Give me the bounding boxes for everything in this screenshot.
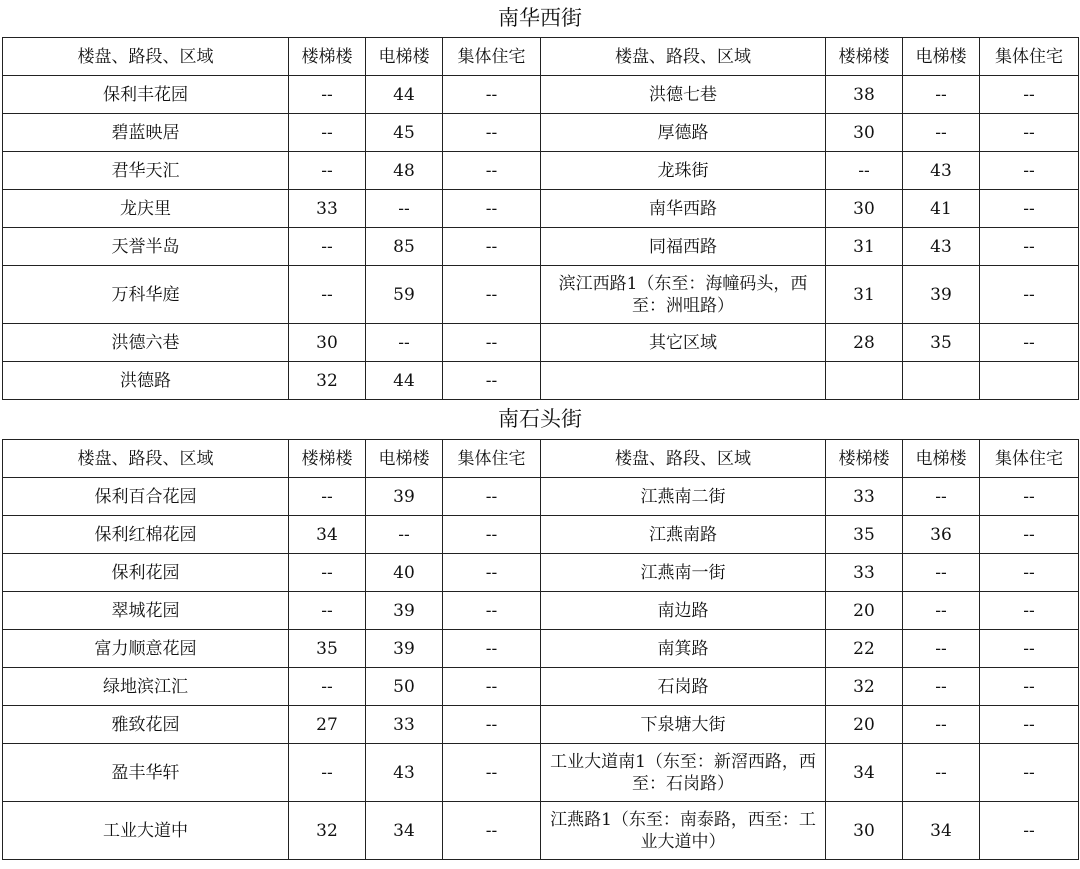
column-header: 楼梯楼 bbox=[826, 440, 903, 478]
stair-price-cell: 34 bbox=[826, 744, 903, 802]
elevator-price-cell: 44 bbox=[366, 76, 443, 114]
stair-price-cell: -- bbox=[289, 152, 366, 190]
area-name-cell: 江燕南二街 bbox=[541, 478, 826, 516]
elevator-price-cell: -- bbox=[366, 190, 443, 228]
stair-price-cell: 30 bbox=[826, 190, 903, 228]
column-header: 集体住宅 bbox=[980, 440, 1079, 478]
stair-price-cell: -- bbox=[289, 554, 366, 592]
table-row bbox=[3, 362, 1079, 400]
table-row bbox=[3, 152, 1079, 190]
elevator-price-cell: 43 bbox=[903, 152, 980, 190]
header-row bbox=[3, 440, 1079, 478]
area-name-cell: 南华西路 bbox=[541, 190, 826, 228]
dorm-price-cell: -- bbox=[980, 592, 1079, 630]
elevator-price-cell: 36 bbox=[903, 516, 980, 554]
area-name-cell: 保利百合花园 bbox=[3, 478, 289, 516]
table-row bbox=[3, 630, 1079, 668]
elevator-price-cell: 45 bbox=[366, 114, 443, 152]
dorm-price-cell: -- bbox=[443, 744, 541, 802]
elevator-price-cell: 34 bbox=[903, 802, 980, 860]
dorm-price-cell: -- bbox=[443, 554, 541, 592]
elevator-price-cell: -- bbox=[903, 706, 980, 744]
area-name-cell: 江燕路1（东至：南泰路，西至：工业大道中） bbox=[541, 802, 826, 860]
elevator-price-cell: -- bbox=[366, 516, 443, 554]
stair-price-cell: -- bbox=[826, 152, 903, 190]
elevator-price-cell: -- bbox=[366, 324, 443, 362]
dorm-price-cell bbox=[980, 362, 1079, 400]
dorm-price-cell: -- bbox=[443, 152, 541, 190]
area-name-cell: 绿地滨江汇 bbox=[3, 668, 289, 706]
stair-price-cell: 32 bbox=[289, 362, 366, 400]
table-row bbox=[3, 516, 1079, 554]
area-name-cell: 其它区域 bbox=[541, 324, 826, 362]
area-name-cell: 南边路 bbox=[541, 592, 826, 630]
area-name-cell: 万科华庭 bbox=[3, 266, 289, 324]
area-name-cell: 同福西路 bbox=[541, 228, 826, 266]
dorm-price-cell: -- bbox=[980, 516, 1079, 554]
dorm-price-cell: -- bbox=[443, 516, 541, 554]
stair-price-cell: 38 bbox=[826, 76, 903, 114]
area-name-cell: 江燕南路 bbox=[541, 516, 826, 554]
area-name-cell: 富力顺意花园 bbox=[3, 630, 289, 668]
elevator-price-cell: 35 bbox=[903, 324, 980, 362]
stair-price-cell: 34 bbox=[289, 516, 366, 554]
elevator-price-cell: 43 bbox=[366, 744, 443, 802]
column-header: 集体住宅 bbox=[443, 440, 541, 478]
price-table-nanshitou bbox=[2, 439, 1079, 860]
dorm-price-cell: -- bbox=[980, 190, 1079, 228]
elevator-price-cell: -- bbox=[903, 76, 980, 114]
stair-price-cell: 33 bbox=[826, 478, 903, 516]
stair-price-cell: 35 bbox=[289, 630, 366, 668]
area-name-cell: 龙珠街 bbox=[541, 152, 826, 190]
stair-price-cell: 32 bbox=[826, 668, 903, 706]
table-row bbox=[3, 266, 1079, 324]
area-name-cell: 碧蓝映居 bbox=[3, 114, 289, 152]
dorm-price-cell: -- bbox=[980, 478, 1079, 516]
dorm-price-cell: -- bbox=[980, 76, 1079, 114]
area-name-cell: 洪德六巷 bbox=[3, 324, 289, 362]
stair-price-cell: 33 bbox=[289, 190, 366, 228]
stair-price-cell bbox=[826, 362, 903, 400]
area-name-cell: 工业大道南1（东至：新滘西路，西至：石岗路） bbox=[541, 744, 826, 802]
stair-price-cell: 31 bbox=[826, 266, 903, 324]
column-header: 楼梯楼 bbox=[289, 38, 366, 76]
price-table-nanhuaxi bbox=[2, 37, 1079, 400]
column-header: 集体住宅 bbox=[443, 38, 541, 76]
dorm-price-cell: -- bbox=[443, 668, 541, 706]
elevator-price-cell: 39 bbox=[903, 266, 980, 324]
elevator-price-cell: 41 bbox=[903, 190, 980, 228]
dorm-price-cell: -- bbox=[980, 668, 1079, 706]
area-name-cell: 保利红棉花园 bbox=[3, 516, 289, 554]
stair-price-cell: -- bbox=[289, 668, 366, 706]
dorm-price-cell: -- bbox=[443, 706, 541, 744]
elevator-price-cell: 59 bbox=[366, 266, 443, 324]
area-name-cell: 厚德路 bbox=[541, 114, 826, 152]
area-name-cell: 江燕南一街 bbox=[541, 554, 826, 592]
dorm-price-cell: -- bbox=[443, 362, 541, 400]
elevator-price-cell: 33 bbox=[366, 706, 443, 744]
column-header: 电梯楼 bbox=[903, 440, 980, 478]
dorm-price-cell: -- bbox=[980, 228, 1079, 266]
column-header: 楼盘、路段、区域 bbox=[541, 38, 826, 76]
elevator-price-cell: 39 bbox=[366, 592, 443, 630]
elevator-price-cell: 43 bbox=[903, 228, 980, 266]
elevator-price-cell: 48 bbox=[366, 152, 443, 190]
area-name-cell bbox=[541, 362, 826, 400]
table-row bbox=[3, 76, 1079, 114]
dorm-price-cell: -- bbox=[980, 802, 1079, 860]
area-name-cell: 雅致花园 bbox=[3, 706, 289, 744]
dorm-price-cell: -- bbox=[980, 114, 1079, 152]
table-row bbox=[3, 228, 1079, 266]
dorm-price-cell: -- bbox=[443, 802, 541, 860]
dorm-price-cell: -- bbox=[443, 114, 541, 152]
elevator-price-cell: 39 bbox=[366, 630, 443, 668]
area-name-cell: 翠城花园 bbox=[3, 592, 289, 630]
stair-price-cell: 22 bbox=[826, 630, 903, 668]
elevator-price-cell: 50 bbox=[366, 668, 443, 706]
elevator-price-cell: 39 bbox=[366, 478, 443, 516]
column-header: 楼盘、路段、区域 bbox=[3, 38, 289, 76]
table-row bbox=[3, 592, 1079, 630]
table-row bbox=[3, 190, 1079, 228]
dorm-price-cell: -- bbox=[443, 630, 541, 668]
stair-price-cell: -- bbox=[289, 744, 366, 802]
column-header: 楼盘、路段、区域 bbox=[541, 440, 826, 478]
area-name-cell: 工业大道中 bbox=[3, 802, 289, 860]
stair-price-cell: 30 bbox=[826, 114, 903, 152]
elevator-price-cell: -- bbox=[903, 744, 980, 802]
stair-price-cell: 33 bbox=[826, 554, 903, 592]
dorm-price-cell: -- bbox=[980, 744, 1079, 802]
table-row bbox=[3, 706, 1079, 744]
section-title: 南华西街 bbox=[498, 6, 582, 30]
stair-price-cell: 35 bbox=[826, 516, 903, 554]
area-name-cell: 石岗路 bbox=[541, 668, 826, 706]
table-row bbox=[3, 802, 1079, 860]
stair-price-cell: 20 bbox=[826, 706, 903, 744]
stair-price-cell: 28 bbox=[826, 324, 903, 362]
column-header: 楼梯楼 bbox=[826, 38, 903, 76]
table-row bbox=[3, 668, 1079, 706]
table-row bbox=[3, 114, 1079, 152]
column-header: 电梯楼 bbox=[903, 38, 980, 76]
column-header: 电梯楼 bbox=[366, 38, 443, 76]
stair-price-cell: -- bbox=[289, 478, 366, 516]
stair-price-cell: -- bbox=[289, 228, 366, 266]
section-title: 南石头街 bbox=[498, 407, 582, 431]
dorm-price-cell: -- bbox=[443, 324, 541, 362]
elevator-price-cell: -- bbox=[903, 592, 980, 630]
stair-price-cell: -- bbox=[289, 114, 366, 152]
table-row bbox=[3, 324, 1079, 362]
dorm-price-cell: -- bbox=[980, 630, 1079, 668]
dorm-price-cell: -- bbox=[980, 554, 1079, 592]
area-name-cell: 龙庆里 bbox=[3, 190, 289, 228]
area-name-cell: 保利丰花园 bbox=[3, 76, 289, 114]
stair-price-cell: 30 bbox=[826, 802, 903, 860]
stair-price-cell: 30 bbox=[289, 324, 366, 362]
column-header: 楼盘、路段、区域 bbox=[3, 440, 289, 478]
stair-price-cell: 27 bbox=[289, 706, 366, 744]
elevator-price-cell: 40 bbox=[366, 554, 443, 592]
header-row bbox=[3, 38, 1079, 76]
stair-price-cell: -- bbox=[289, 592, 366, 630]
dorm-price-cell: -- bbox=[980, 266, 1079, 324]
elevator-price-cell: -- bbox=[903, 554, 980, 592]
dorm-price-cell: -- bbox=[980, 706, 1079, 744]
area-name-cell: 滨江西路1（东至：海幢码头，西至：洲咀路） bbox=[541, 266, 826, 324]
dorm-price-cell: -- bbox=[443, 76, 541, 114]
table-row bbox=[3, 478, 1079, 516]
table-row bbox=[3, 744, 1079, 802]
dorm-price-cell: -- bbox=[980, 324, 1079, 362]
stair-price-cell: 31 bbox=[826, 228, 903, 266]
column-header: 电梯楼 bbox=[366, 440, 443, 478]
area-name-cell: 天誉半岛 bbox=[3, 228, 289, 266]
dorm-price-cell: -- bbox=[443, 592, 541, 630]
elevator-price-cell: -- bbox=[903, 668, 980, 706]
area-name-cell: 保利花园 bbox=[3, 554, 289, 592]
elevator-price-cell: 44 bbox=[366, 362, 443, 400]
dorm-price-cell: -- bbox=[980, 152, 1079, 190]
column-header: 集体住宅 bbox=[980, 38, 1079, 76]
dorm-price-cell: -- bbox=[443, 228, 541, 266]
stair-price-cell: 32 bbox=[289, 802, 366, 860]
stair-price-cell: -- bbox=[289, 76, 366, 114]
stair-price-cell: -- bbox=[289, 266, 366, 324]
elevator-price-cell bbox=[903, 362, 980, 400]
stair-price-cell: 20 bbox=[826, 592, 903, 630]
elevator-price-cell: 85 bbox=[366, 228, 443, 266]
elevator-price-cell: -- bbox=[903, 630, 980, 668]
table-row bbox=[3, 554, 1079, 592]
dorm-price-cell: -- bbox=[443, 190, 541, 228]
elevator-price-cell: -- bbox=[903, 478, 980, 516]
dorm-price-cell: -- bbox=[443, 478, 541, 516]
area-name-cell: 君华天汇 bbox=[3, 152, 289, 190]
elevator-price-cell: 34 bbox=[366, 802, 443, 860]
area-name-cell: 盈丰华轩 bbox=[3, 744, 289, 802]
area-name-cell: 南箕路 bbox=[541, 630, 826, 668]
column-header: 楼梯楼 bbox=[289, 440, 366, 478]
area-name-cell: 下泉塘大街 bbox=[541, 706, 826, 744]
elevator-price-cell: -- bbox=[903, 114, 980, 152]
dorm-price-cell: -- bbox=[443, 266, 541, 324]
area-name-cell: 洪德路 bbox=[3, 362, 289, 400]
area-name-cell: 洪德七巷 bbox=[541, 76, 826, 114]
